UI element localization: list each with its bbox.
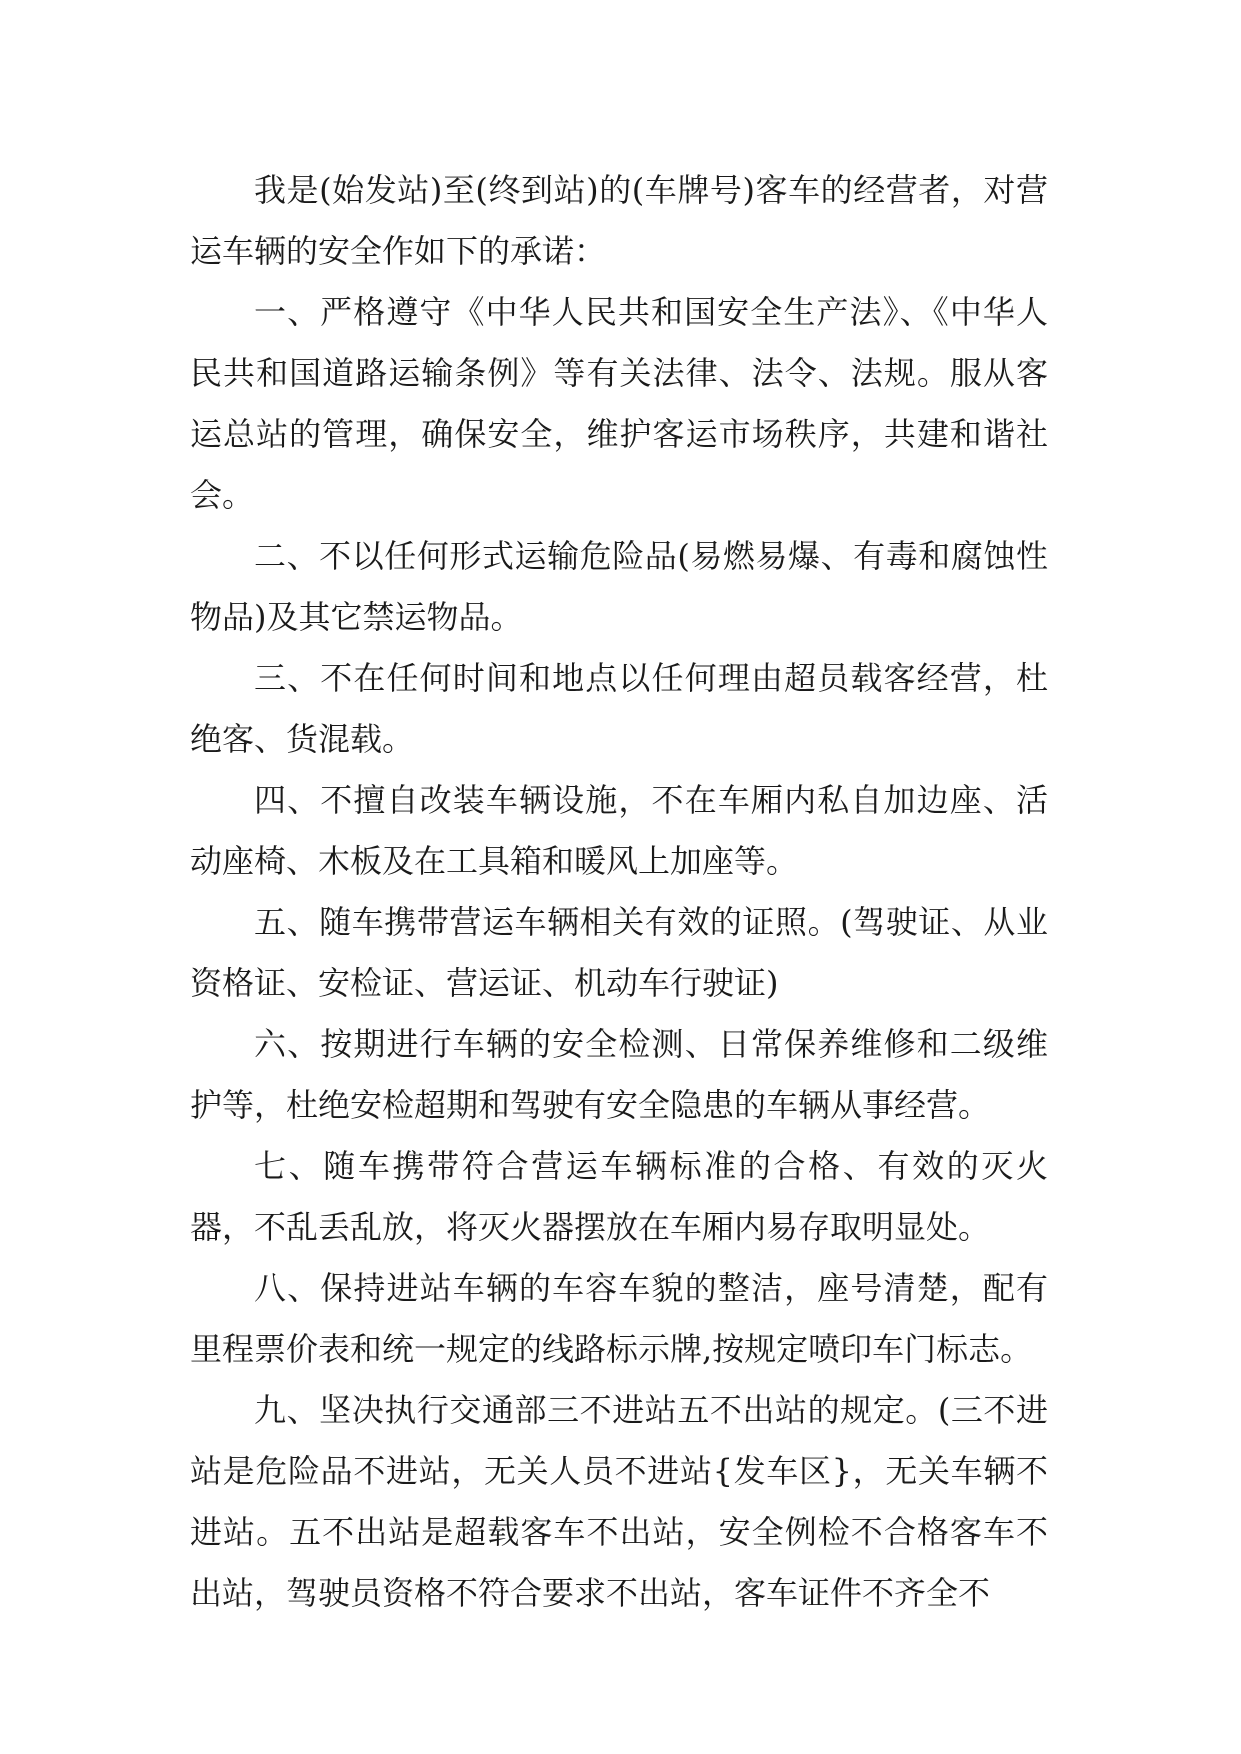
paragraph-item-9: 九、坚决执行交通部三不进站五不出站的规定。(三不进站是危险品不进站，无关人员不进站{发车区}，无关车辆不进站。五不出站是超载客车不出站，安全例检不合格客车不出站，驾驶员资格不符合要求不出站，客车证件不齐全不 [190,1391,1048,1612]
paragraph-item-8: 八、保持进站车辆的车容车貌的整洁，座号清楚，配有里程票价表和统一规定的线路标示牌,按规定喷印车门标志。 [190,1269,1048,1368]
paragraph-item-1: 一、严格遵守《中华人民共和国安全生产法》、《中华人民共和国道路运输条例》等有关法律、法令、法规。服从客运总站的管理，确保安全，维护客运市场秩序，共建和谐社会。 [190,293,1048,514]
paragraph-item-7: 七、随车携带符合营运车辆标准的合格、有效的灭火器，不乱丢乱放，将灭火器摆放在车厢内易存取明显处。 [190,1147,1048,1246]
paragraph-item-6: 六、按期进行车辆的安全检测、日常保养维修和二级维护等，杜绝安检超期和驾驶有安全隐患的车辆从事经营。 [190,1025,1048,1124]
paragraph-item-4: 四、不擅自改装车辆设施，不在车厢内私自加边座、活动座椅、木板及在工具箱和暖风上加座等。 [190,781,1048,880]
paragraph-intro: 我是(始发站)至(终到站)的(车牌号)客车的经营者，对营运车辆的安全作如下的承诺： [190,171,1048,270]
document-body [190,160,1048,1624]
paragraph-item-2: 二、不以任何形式运输危险品(易燃易爆、有毒和腐蚀性物品)及其它禁运物品。 [190,537,1048,636]
paragraph-item-5: 五、随车携带营运车辆相关有效的证照。(驾驶证、从业资格证、安检证、营运证、机动车行驶证) [190,903,1048,1002]
paragraph-item-3: 三、不在任何时间和地点以任何理由超员载客经营，杜绝客、货混载。 [190,659,1048,758]
